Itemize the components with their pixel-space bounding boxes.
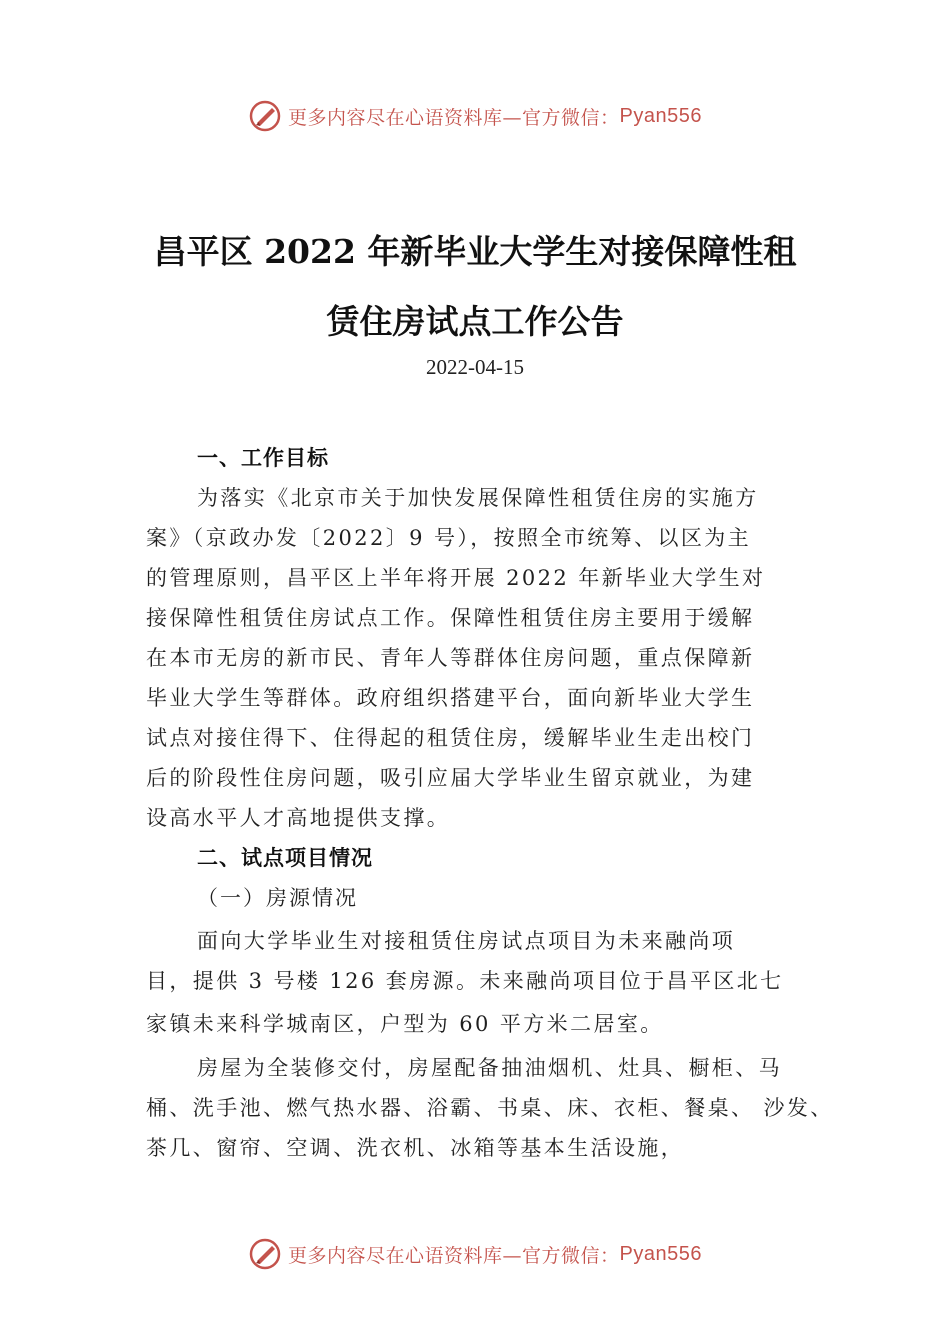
header-watermark [0,98,950,134]
section-1-line: 试点对接住得下、住得起的租赁住房，缓解毕业生走出校门 [146,726,755,750]
section-2-p2-line: 房屋为全装修交付，房屋配备抽油烟机、灶具、橱柜、马 [197,1056,782,1080]
document-title-line-2: 赁住房试点工作公告 [326,302,624,341]
section-1-line: 接保障性租赁住房试点工作。保障性租赁住房主要用于缓解 [146,606,755,630]
section-1-line: 案》（京政办发〔2022〕9 号），按照全市统筹、以区为主 [146,526,752,550]
watermark-text: 更多内容尽在心语资料库—官方微信： [288,1244,620,1267]
pen-seal-icon [248,99,282,133]
section-1-line: 后的阶段性住房问题，吸引应届大学毕业生留京就业，为建 [146,766,755,790]
watermark-wechat-id: Pyan556 [619,104,702,127]
section-1-line: 设高水平人才高地提供支撑。 [146,806,451,830]
publish-date: 2022-04-15 [426,355,524,379]
section-2-subheading: （一）房源情况 [197,886,358,910]
section-2-heading: 二、试点项目情况 [197,846,373,870]
watermark-wechat-id: Pyan556 [619,1242,702,1265]
section-1-heading: 一、工作目标 [197,446,329,470]
footer-watermark [0,1236,950,1272]
section-2-p1-line: 目，提供 3 号楼 126 套房源。未来融尚项目位于昌平区北七 [146,969,784,993]
section-1-line: 的管理原则，昌平区上半年将开展 2022 年新毕业大学生对 [146,566,766,590]
section-2-p2-line: 茶几、窗帘、空调、洗衣机、冰箱等基本生活设施， [146,1136,685,1160]
pen-seal-icon [248,1237,282,1271]
section-2-p1-line: 面向大学毕业生对接租赁住房试点项目为未来融尚项 [197,929,736,953]
section-1-line: 毕业大学生等群体。政府组织搭建平台，面向新毕业大学生 [146,686,755,710]
section-2-p2-line: 桶、洗手池、燃气热水器、浴霸、书桌、床、衣柜、餐桌、 沙发、 [146,1096,834,1120]
section-1-line: 为落实《北京市关于加快发展保障性租赁住房的实施方 [197,486,759,510]
section-1-line: 在本市无房的新市民、青年人等群体住房问题，重点保障新 [146,646,755,670]
document-title-line-1: 昌平区 2022 年新毕业大学生对接保障性租 [153,232,797,271]
watermark-text: 更多内容尽在心语资料库—官方微信： [288,106,620,129]
section-2-p1-line: 家镇未来科学城南区，户型为 60 平方米二居室。 [146,1012,664,1036]
